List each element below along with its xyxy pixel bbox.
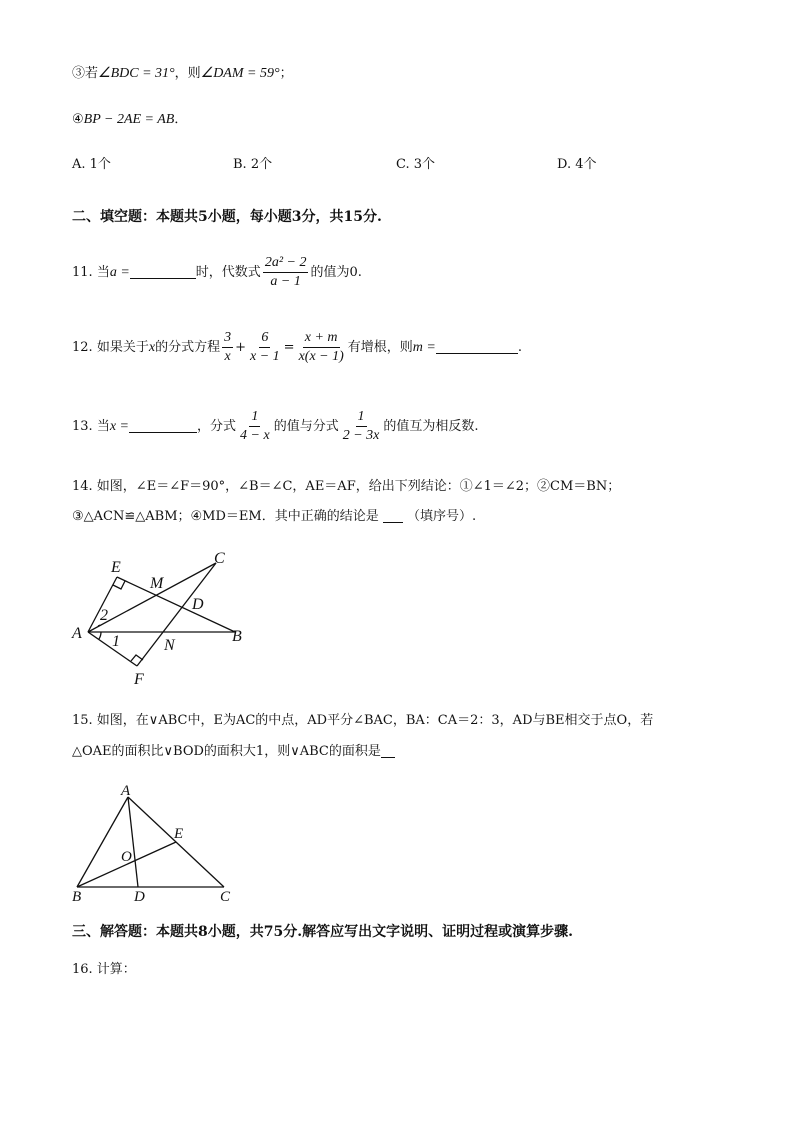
angle-1-arc	[99, 632, 101, 639]
fraction: $\frac{\text{2a² − 2}}{a - 1}$	[264, 255, 307, 289]
label-a: A	[121, 783, 131, 799]
segment-fc	[137, 563, 216, 666]
question-14-line-2: ③△ACN≌△ABM；④MD＝EM．其中正确的结论是 （填序号）.	[72, 509, 477, 524]
answer-blank	[381, 743, 395, 758]
option-c: C. 3个	[396, 157, 436, 172]
q10-statement-3: ③若∠BDC = 31°，则∠DAM = 59°；	[72, 66, 293, 81]
question-15-line-1: 15. 如图，在∨ABC中，E为AC的中点，AD平分∠BAC，BA：CA＝2：3，AD与BE相交于点O，若	[72, 713, 654, 728]
angle-dam-eq: ∠DAM = 59°	[200, 66, 280, 81]
question-15-line-2: △OAE的面积比∨BOD的面积大1，则∨ABC的面积是	[72, 742, 395, 762]
label-angle-2: 2	[100, 607, 108, 624]
label-c: C	[214, 550, 225, 567]
section-2-heading: 二、填空题：本题共5小题，每小题3分，共15分.	[72, 209, 382, 225]
question-11: 11. 当a = 时，代数式 $\frac{\text{2a² − 2}}{a - 1}$ 的值为0.	[72, 255, 362, 289]
label-b: B	[232, 628, 242, 645]
question-13: 13. 当x = ，分式 $\frac{1}{4 - x}$ 的值与分式 $\frac{1}{2 - 3x}$ 的值互为相反数.	[72, 409, 479, 443]
label-d: D	[134, 889, 145, 905]
option-a: A. 1个	[72, 157, 111, 172]
angle-bdc-eq: ∠BDC = 31°	[98, 66, 175, 81]
label-c: C	[220, 889, 231, 905]
label-a: A	[72, 625, 82, 642]
fraction: $\frac{1}{4 - x}$	[240, 409, 270, 443]
fraction: $\frac{x + m}{x(x - 1)}$	[298, 330, 344, 364]
option-b: B. 2个	[233, 157, 273, 172]
label-e: E	[174, 826, 184, 842]
section-3-heading: 三、解答题：本题共8小题，共75分.解答应写出文字说明、证明过程或演算步骤.	[72, 924, 573, 940]
question-14-line-1: 14. 如图，∠E＝∠F＝90°，∠B＝∠C，AE＝AF，给出下列结论：①∠1＝∠2；②CM＝BN；	[72, 479, 621, 494]
fraction: $\frac{3}{x}$	[224, 330, 232, 364]
label-f: F	[134, 671, 144, 688]
label-b: B	[72, 889, 82, 905]
label-angle-1: 1	[112, 633, 120, 650]
question-12: 12. 如果关于x的分式方程 $\frac{3}{x}$ + $\frac{6}{x - 1}$ = $\frac{x + m}{x(x - 1)}$ 有增根，则m = .	[72, 330, 522, 364]
angle-2-arc	[98, 625, 100, 626]
label-m: M	[150, 575, 164, 592]
fraction: $\frac{1}{2 - 3x}$	[342, 409, 380, 443]
option-d: D. 4个	[557, 157, 597, 172]
q10-statement-4: ④BP − 2AE = AB．	[72, 112, 188, 127]
fraction: $\frac{6}{x - 1}$	[249, 330, 280, 364]
bp-ae-ab-eq: BP − 2AE = AB	[83, 112, 175, 127]
question-16: 16. 计算：	[72, 962, 136, 977]
label-n: N	[164, 637, 175, 654]
label-o: O	[121, 849, 132, 865]
label-e: E	[111, 559, 121, 576]
label-d: D	[192, 596, 204, 613]
